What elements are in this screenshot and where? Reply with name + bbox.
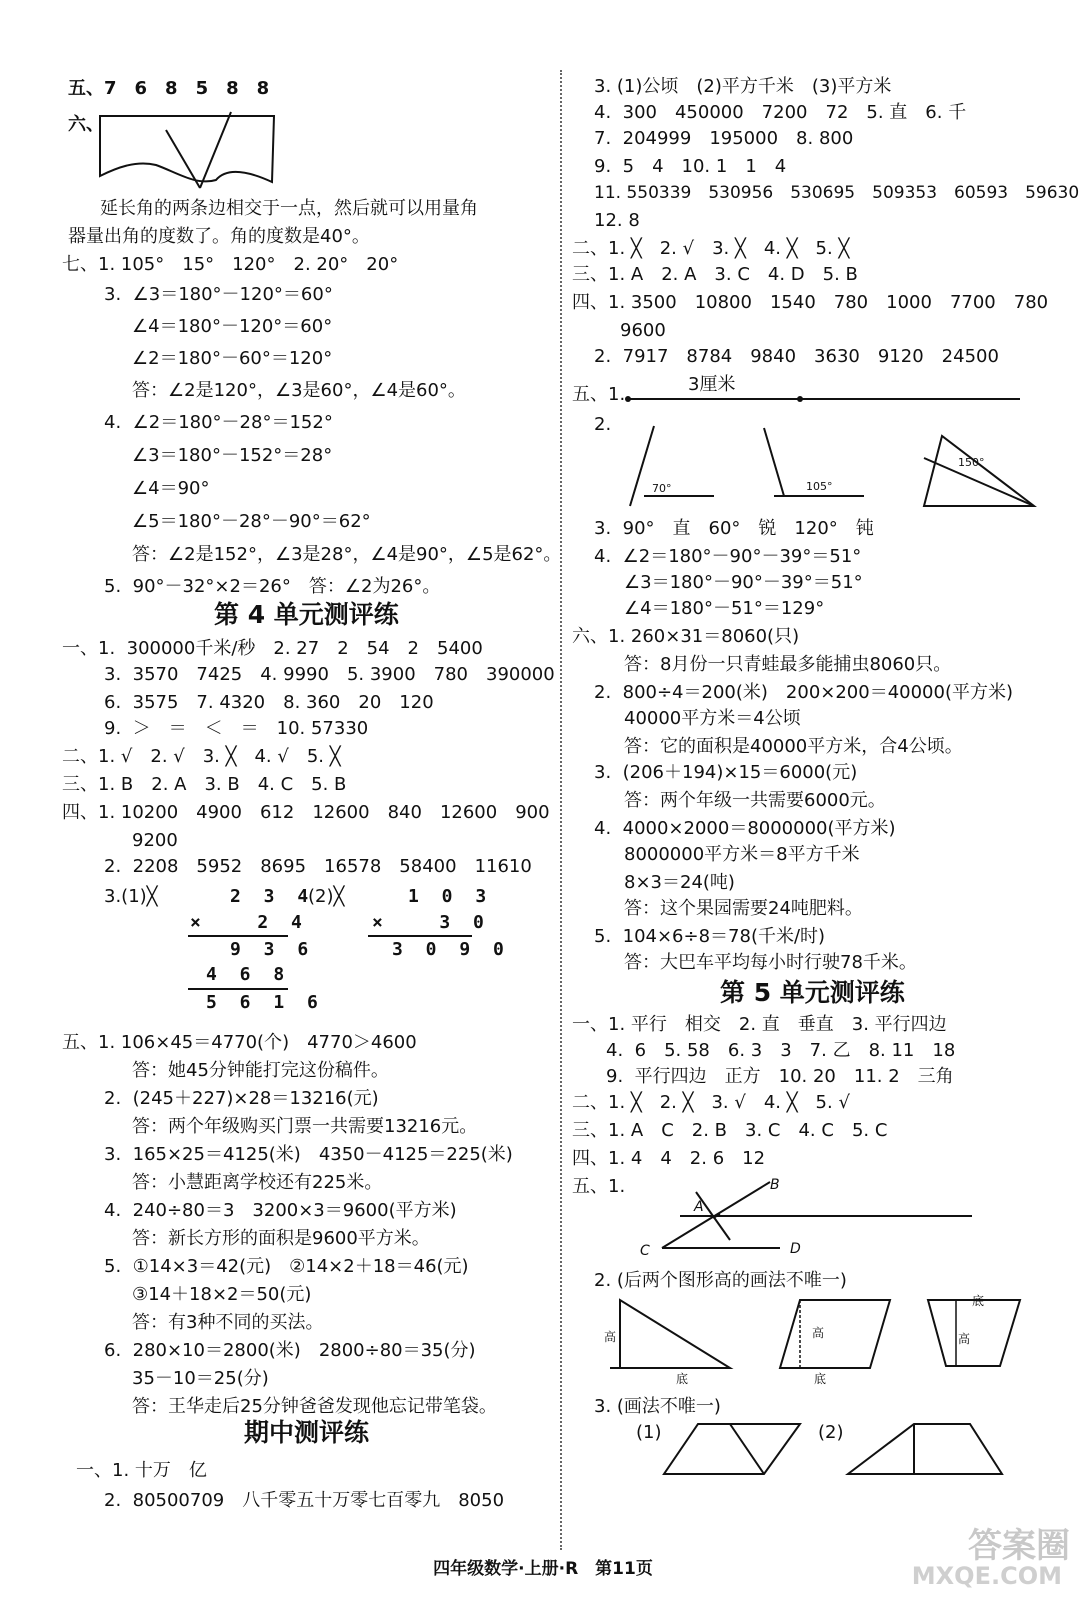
m-5-4b: ∠3＝180°－90°－39°＝51°: [624, 572, 863, 593]
u5-1-1: 一、1. 平行 相交 2. 直 垂直 3. 平行四边: [572, 1014, 947, 1035]
u4-5-1: 五、1. 106×45＝4770(个) 4770＞4600: [62, 1032, 417, 1053]
angle-label-150: 150°: [958, 456, 985, 469]
part-1-label: (1): [636, 1422, 662, 1443]
m-6-2b: 40000平方米＝4公顷: [624, 708, 801, 729]
m-3: 三、1. A 2. A 3. C 4. D 5. B: [572, 264, 858, 285]
u4-5-5b: ③14＋18×2＝50(元): [132, 1284, 312, 1305]
base-label-3: 底: [972, 1294, 985, 1308]
height-label-1: 高: [604, 1330, 617, 1344]
u4-5-5c: 答：有3种不同的买法。: [132, 1312, 324, 1333]
height-label-3: 高: [958, 1332, 971, 1346]
u4-1-9: 9. ＞ ＝ ＜ ＝ 10. 57330: [104, 718, 369, 739]
m-6-3b: 答：两个年级一共需要6000元。: [624, 790, 886, 811]
answer-s7-3b: ∠4＝180°－120°＝60°: [132, 316, 333, 337]
part-2-label: (2): [818, 1422, 844, 1443]
angle-label-105: 105°: [806, 480, 833, 493]
u4-1-6: 6. 3575 7. 4320 8. 360 20 120: [104, 692, 434, 713]
u4-5-6: 6. 280×10＝2800(米) 2800÷80＝35(分): [104, 1340, 476, 1361]
m-2: 二、1. ╳ 2. √ 3. ╳ 4. ╳ 5. ╳: [572, 238, 850, 259]
u4-4-3b: (2)╳: [308, 886, 345, 907]
point-c-label: C: [640, 1243, 650, 1259]
heading-midterm: 期中测评练: [244, 1418, 370, 1447]
u4-2: 二、1. √ 2. √ 3. ╳ 4. √ 5. ╳: [62, 746, 341, 767]
m-5-3: 3. 90° 直 60° 锐 120° 钝: [594, 518, 874, 539]
calc1-line1: 2 3 4: [230, 886, 315, 907]
u5-2: 二、1. ╳ 2. ╳ 3. √ 4. ╳ 5. √: [572, 1092, 850, 1113]
r-9: 9. 5 4 10. 1 1 4: [594, 156, 787, 177]
u4-5-2b: 答：两个年级购买门票一共需要13216元。: [132, 1116, 478, 1137]
m-6-1: 六、1. 260×31＝8060(只): [572, 626, 800, 647]
m-6-1b: 答：8月份一只青蛙最多能捕虫8060只。: [624, 654, 952, 675]
point-d-label: D: [790, 1241, 801, 1257]
answer-s7-3c: ∠2＝180°－60°＝120°: [132, 348, 333, 369]
m-6-4c: 8×3＝24(吨): [624, 872, 735, 893]
u5-4: 四、1. 4 4 2. 6 12: [572, 1148, 766, 1169]
u4-1-1: 一、1. 300000千米/秒 2. 27 2 54 2 5400: [62, 638, 483, 659]
u4-5-3: 3. 165×25＝4125(米) 4350－4125＝225(米): [104, 1144, 513, 1165]
u4-5-6c: 答：王华走后25分钟爸爸发现他忘记带笔袋。: [132, 1396, 497, 1417]
u4-5-1b: 答：她45分钟能打完这份稿件。: [132, 1060, 389, 1081]
calc2-line1: 1 0 3: [408, 886, 493, 907]
segment-length-label: 3厘米: [688, 374, 736, 395]
u5-3: 三、1. A C 2. B 3. C 4. C 5. C: [572, 1120, 888, 1141]
u4-4-2: 2. 2208 5952 8695 16578 58400 11610: [104, 856, 532, 877]
answer-s7-4b: ∠3＝180°－152°＝28°: [132, 445, 333, 466]
r-12: 12. 8: [594, 210, 640, 231]
m-6-4: 4. 4000×2000＝8000000(平方米): [594, 818, 896, 839]
answer-s7-5: 5. 90°－32°×2＝26° 答：∠2为26°。: [104, 576, 441, 597]
u5-1-4: 4. 6 5. 58 6. 3 3 7. 乙 8. 11 18: [606, 1040, 956, 1061]
u4-5-3b: 答：小慧距离学校还有225米。: [132, 1172, 383, 1193]
m-4-1: 四、1. 3500 10800 1540 780 1000 7700 780: [572, 292, 1049, 313]
height-label-2: 高: [812, 1326, 825, 1340]
watermark-logo: 答案圈: [968, 1526, 1070, 1566]
r-11: 11. 550339 530956 530695 509353 60593 59630: [594, 183, 1080, 203]
calc1-line3: 9 3 6: [230, 939, 315, 960]
m-6-2c: 答：它的面积是40000平方米，合4公顷。: [624, 736, 963, 757]
m-4-2: 2. 7917 8784 9840 3630 9120 24500: [594, 346, 999, 367]
u4-5-4: 4. 240÷80＝3 3200×3＝9600(平方米): [104, 1200, 457, 1221]
base-label-1: 底: [676, 1372, 689, 1386]
m-4-1b: 9600: [620, 320, 666, 341]
segment-figure: [624, 394, 1024, 404]
answer-s7-4c: ∠4＝90°: [132, 478, 210, 499]
u4-1-3: 3. 3570 7425 4. 9990 5. 3900 780 390000: [104, 664, 555, 685]
m-5-2: 2.: [594, 414, 612, 435]
divide-shapes-figure: [660, 1420, 1040, 1480]
u4-5-4b: 答：新长方形的面积是9600平方米。: [132, 1228, 430, 1249]
m-6-5b: 答：大巴车平均每小时行驶78千米。: [624, 952, 917, 973]
page-footer: 四年级数学·上册·R 第11页: [433, 1559, 653, 1579]
answer-s7-1: 七、1. 105° 15° 120° 2. 20° 20°: [62, 254, 399, 275]
heading-unit5: 第 5 单元测评练: [720, 978, 905, 1007]
answer-s5: 五、7 6 8 5 8 8: [68, 78, 270, 99]
u5-5-1: 五、1.: [572, 1176, 626, 1197]
u4-4-1b: 9200: [132, 830, 178, 851]
answer-s7-3d: 答：∠2是120°，∠3是60°，∠4是60°。: [132, 380, 466, 401]
u4-4-1: 四、1. 10200 4900 612 12600 840 12600 900: [62, 802, 550, 823]
u5-5-3: 3. (画法不唯一): [594, 1396, 721, 1417]
u5-5-2: 2. (后两个图形高的画法不唯一): [594, 1270, 847, 1291]
m-5-4a: 4. ∠2＝180°－90°－39°＝51°: [594, 546, 862, 567]
column-divider: [560, 70, 562, 1550]
u4-4-3a: 3.(1)╳: [104, 886, 158, 907]
answer-s7-3a: 3. ∠3＝180°－120°＝60°: [104, 284, 333, 305]
answer-s7-4a: 4. ∠2＝180°－28°＝152°: [104, 412, 333, 433]
mid-1: 一、1. 十万 亿: [76, 1460, 207, 1481]
answer-s7-4e: 答：∠2是152°，∠3是28°，∠4是90°，∠5是62°。: [132, 544, 562, 565]
point-b-label: B: [770, 1177, 780, 1193]
r-7: 7. 204999 195000 8. 800: [594, 128, 854, 149]
mid-2: 2. 80500709 八千零五十万零七百零九 8050: [104, 1490, 505, 1511]
calc1-line5: 5 6 1 6: [206, 992, 324, 1013]
answer-s6-text2: 器量出角的度数了。角的度数是40°。: [68, 226, 370, 247]
watermark-url: MXQE.COM: [911, 1562, 1062, 1590]
calc1-line4: 4 6 8: [206, 964, 291, 985]
m-6-4b: 8000000平方米＝8平方千米: [624, 844, 860, 865]
m-6-3: 3. (206＋194)×15＝6000(元): [594, 762, 858, 783]
angle-label-70: 70°: [652, 482, 672, 495]
heading-unit4: 第 4 单元测评练: [214, 600, 399, 629]
u4-5-5: 5. ①14×3＝42(元) ②14×2＋18＝46(元): [104, 1256, 469, 1277]
r-3: 3. (1)公顷 (2)平方千米 (3)平方米: [594, 76, 892, 97]
m-6-2: 2. 800÷4＝200(米) 200×200＝40000(平方米): [594, 682, 1014, 703]
point-a-label: A: [694, 1199, 704, 1215]
u5-1-9: 9. 平行四边 正方 10. 20 11. 2 三角: [606, 1066, 954, 1087]
u4-5-2: 2. (245＋227)×28＝13216(元): [104, 1088, 379, 1109]
m-5-4c: ∠4＝180°－51°＝129°: [624, 598, 825, 619]
answer-s6-label: 六、: [68, 114, 104, 135]
u4-5-6b: 35－10＝25(分): [132, 1368, 269, 1389]
m-5-1: 五、1.: [572, 384, 626, 405]
r-4: 4. 300 450000 7200 72 5. 直 6. 千: [594, 102, 967, 123]
angle-extension-figure: [96, 110, 286, 190]
calc2-line3: 3 0 9 0: [392, 939, 510, 960]
calc2-line2: × 3 0: [372, 912, 490, 933]
base-label-2: 底: [814, 1372, 827, 1386]
u4-3: 三、1. B 2. A 3. B 4. C 5. B: [62, 774, 347, 795]
m-6-4d: 答：这个果园需要24吨肥料。: [624, 898, 863, 919]
answer-s6-text1: 延长角的两条边相交于一点，然后就可以用量角: [100, 198, 478, 219]
answer-s7-4d: ∠5＝180°－28°－90°＝62°: [132, 511, 371, 532]
calc1-line2: × 2 4: [190, 912, 308, 933]
m-6-5: 5. 104×6÷8＝78(千米/时): [594, 926, 826, 947]
